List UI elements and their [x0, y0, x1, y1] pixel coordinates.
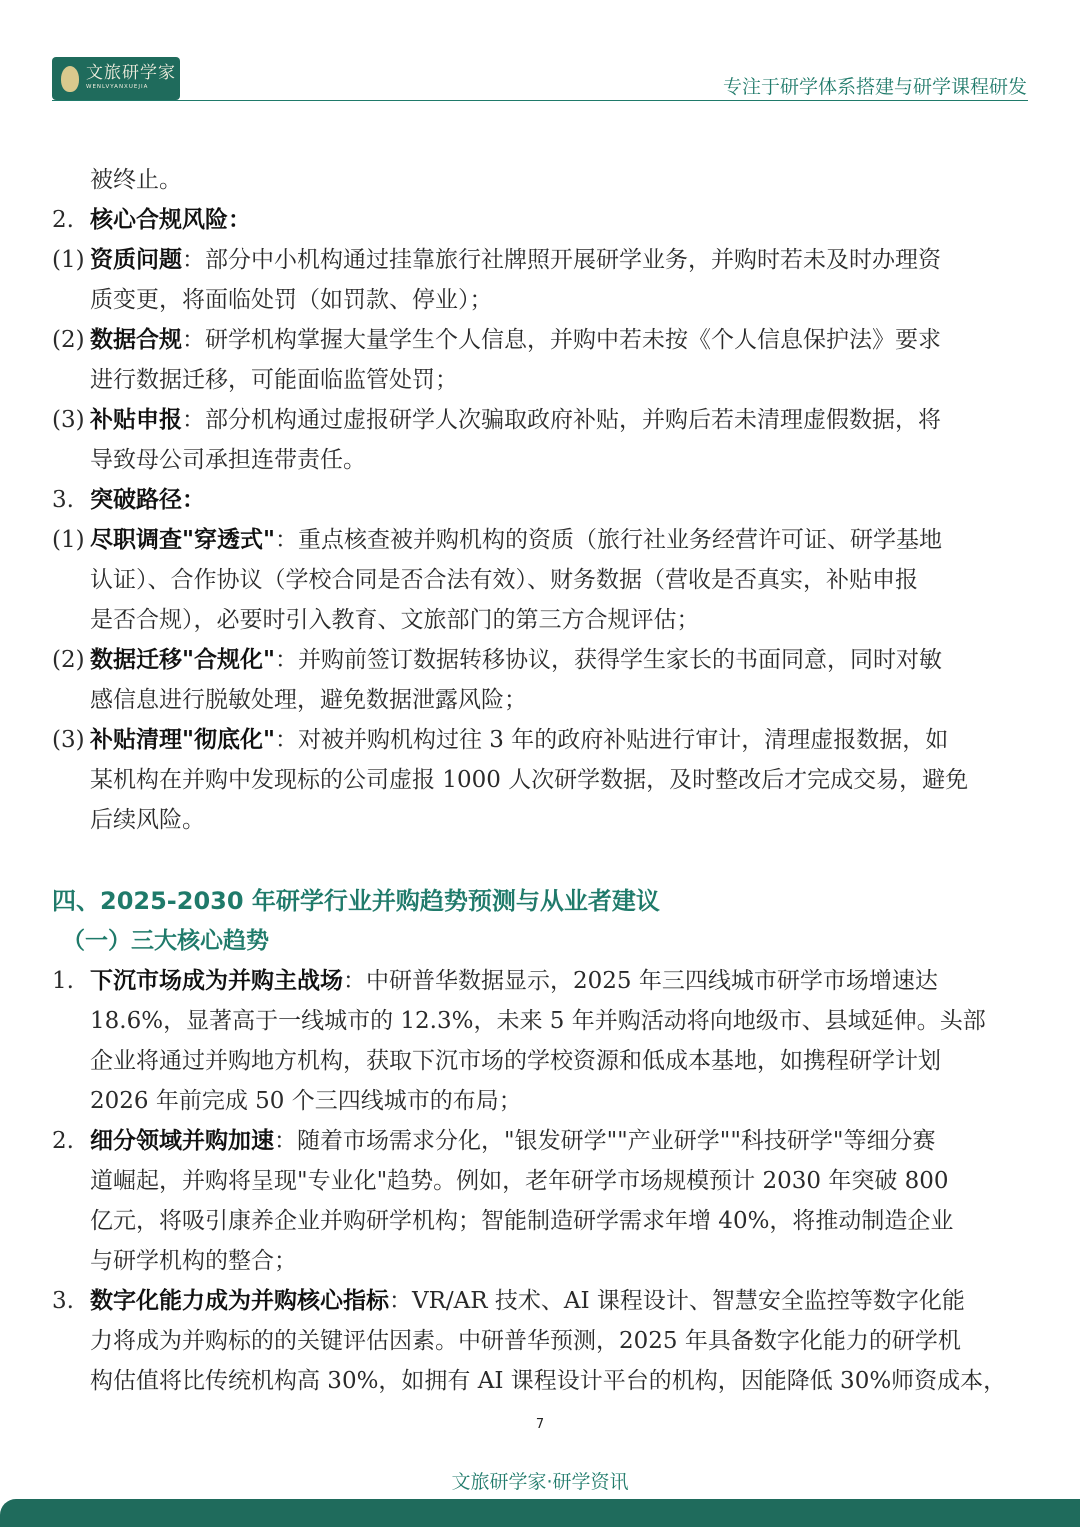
header-slogan: 专注于研学体系搭建与研学课程研发	[722, 76, 1027, 98]
footer-bar	[0, 1499, 1080, 1527]
paragraph-line: 企业将通过并购地方机构，获取下沉市场的学校资源和低成本基地，如携程研学计划	[90, 1048, 941, 1074]
paragraph-line: 是否合规），必要时引入教育、文旅部门的第三方合规评估；	[90, 607, 700, 633]
paragraph-line: 被终止。	[90, 167, 182, 193]
paragraph-line: 进行数据迁移，可能面临监管处罚；	[90, 367, 458, 393]
list-number: 3.	[52, 487, 74, 513]
risk-item-3	[52, 400, 1028, 440]
trend-item-1	[52, 961, 1028, 1001]
footer-brand: 文旅研学家·研学资讯	[451, 1471, 629, 1493]
path-item-3	[52, 720, 1028, 760]
paragraph-line: 与研学机构的整合；	[90, 1248, 297, 1274]
list-number: 1.	[52, 968, 74, 994]
risk-item-1	[52, 240, 1028, 280]
page-number: 7	[535, 1417, 545, 1432]
trend-item-2	[52, 1121, 1028, 1161]
paragraph-line: 亿元，将吸引康养企业并购研学机构；智能制造研学需求年增 40%，将推动制造企业	[90, 1208, 954, 1234]
path-item-2	[52, 640, 1028, 680]
paragraph-line: 2026 年前完成 50 个三四线城市的布局；	[90, 1088, 522, 1114]
item-text: ：中研普华数据显示，2025 年三四线城市研学市场增速达	[343, 968, 938, 994]
paragraph-line: 某机构在并购中发现标的公司虚报 1000 人次研学数据，及时整改后才完成交易，避免	[90, 767, 969, 793]
document-body	[52, 160, 1028, 1401]
item-label: 资质问题	[90, 247, 182, 273]
path-item-1	[52, 520, 1028, 560]
item-label: 数字化能力成为并购核心指标	[90, 1288, 389, 1314]
item-text: ：随着市场需求分化，"银发研学""产业研学""科技研学"等细分赛	[274, 1128, 936, 1154]
item-label: 下沉市场成为并购主战场	[90, 968, 343, 994]
item-label: 补贴清理"彻底化"	[90, 727, 275, 753]
list-number: (3)	[52, 407, 85, 433]
list-number: 3.	[52, 1288, 74, 1314]
risk-item-2	[52, 320, 1028, 360]
paragraph-line: 后续风险。	[90, 807, 205, 833]
item-label: 数据迁移"合规化"	[90, 647, 275, 673]
paragraph-line: 认证）、合作协议（学校合同是否合法有效）、财务数据（营收是否真实，补贴申报	[90, 567, 918, 593]
list-number: 2.	[52, 207, 74, 233]
item-label: 尽职调查"穿透式"	[90, 527, 275, 553]
list-number: 2.	[52, 1128, 74, 1154]
paragraph-line: 18.6%，显著高于一线城市的 12.3%，未来 5 年并购活动将向地级市、县域延伸。头部	[90, 1008, 986, 1034]
section-four-heading: 四、2025-2030 年研学行业并购趋势预测与从业者建议	[52, 887, 660, 915]
logo-english-text: WENLVYANXUEJIA	[86, 84, 149, 90]
list-number: (2)	[52, 327, 85, 353]
list-number: (1)	[52, 247, 85, 273]
paragraph-line: 导致母公司承担连带责任。	[90, 447, 366, 473]
paragraph-line: 构估值将比传统机构高 30%，如拥有 AI 课程设计平台的机构，因能降低 30%师资成本，	[90, 1368, 1007, 1394]
paragraph-line: 力将成为并购标的的关键评估因素。中研普华预测，2025 年具备数字化能力的研学机	[90, 1328, 961, 1354]
item-label: 数据合规	[90, 327, 182, 353]
item-label: 补贴申报	[90, 407, 182, 433]
item-label: 细分领域并购加速	[90, 1128, 274, 1154]
section-title: 突破路径：	[90, 487, 205, 513]
item-text: ：重点核查被并购机构的资质（旅行社业务经营许可证、研学基地	[274, 527, 942, 553]
subsection-heading: （一）三大核心趋势	[62, 928, 269, 954]
section-title: 核心合规风险：	[90, 207, 251, 233]
list-number: (1)	[52, 527, 85, 553]
paragraph-line: 道崛起，并购将呈现"专业化"趋势。例如，老年研学市场规模预计 2030 年突破 800	[90, 1168, 949, 1194]
trend-item-3	[52, 1281, 1028, 1321]
leaf-icon	[61, 66, 79, 92]
item-text: ：部分中小机构通过挂靠旅行社牌照开展研学业务，并购时若未及时办理资	[182, 247, 941, 273]
section-2-heading	[52, 200, 1028, 240]
logo-chinese-text: 文旅研学家	[86, 63, 176, 83]
item-text: ：研学机构掌握大量学生个人信息，并购中若未按《个人信息保护法》要求	[182, 327, 941, 353]
header-divider	[52, 100, 1028, 101]
section-3-heading	[52, 480, 1028, 520]
list-number: (2)	[52, 647, 85, 673]
paragraph-line: 感信息进行脱敏处理，避免数据泄露风险；	[90, 687, 527, 713]
list-number: (3)	[52, 727, 85, 753]
item-text: ：对被并购机构过往 3 年的政府补贴进行审计，清理虚报数据，如	[274, 727, 949, 753]
paragraph-line: 质变更，将面临处罚（如罚款、停业）；	[90, 287, 493, 313]
item-text: ：并购前签订数据转移协议，获得学生家长的书面同意，同时对敏	[274, 647, 942, 673]
item-text: ：部分机构通过虚报研学人次骗取政府补贴，并购后若未清理虚假数据，将	[182, 407, 941, 433]
item-text: ：VR/AR 技术、AI 课程设计、智慧安全监控等数字化能	[389, 1288, 965, 1314]
brand-logo	[52, 57, 180, 100]
